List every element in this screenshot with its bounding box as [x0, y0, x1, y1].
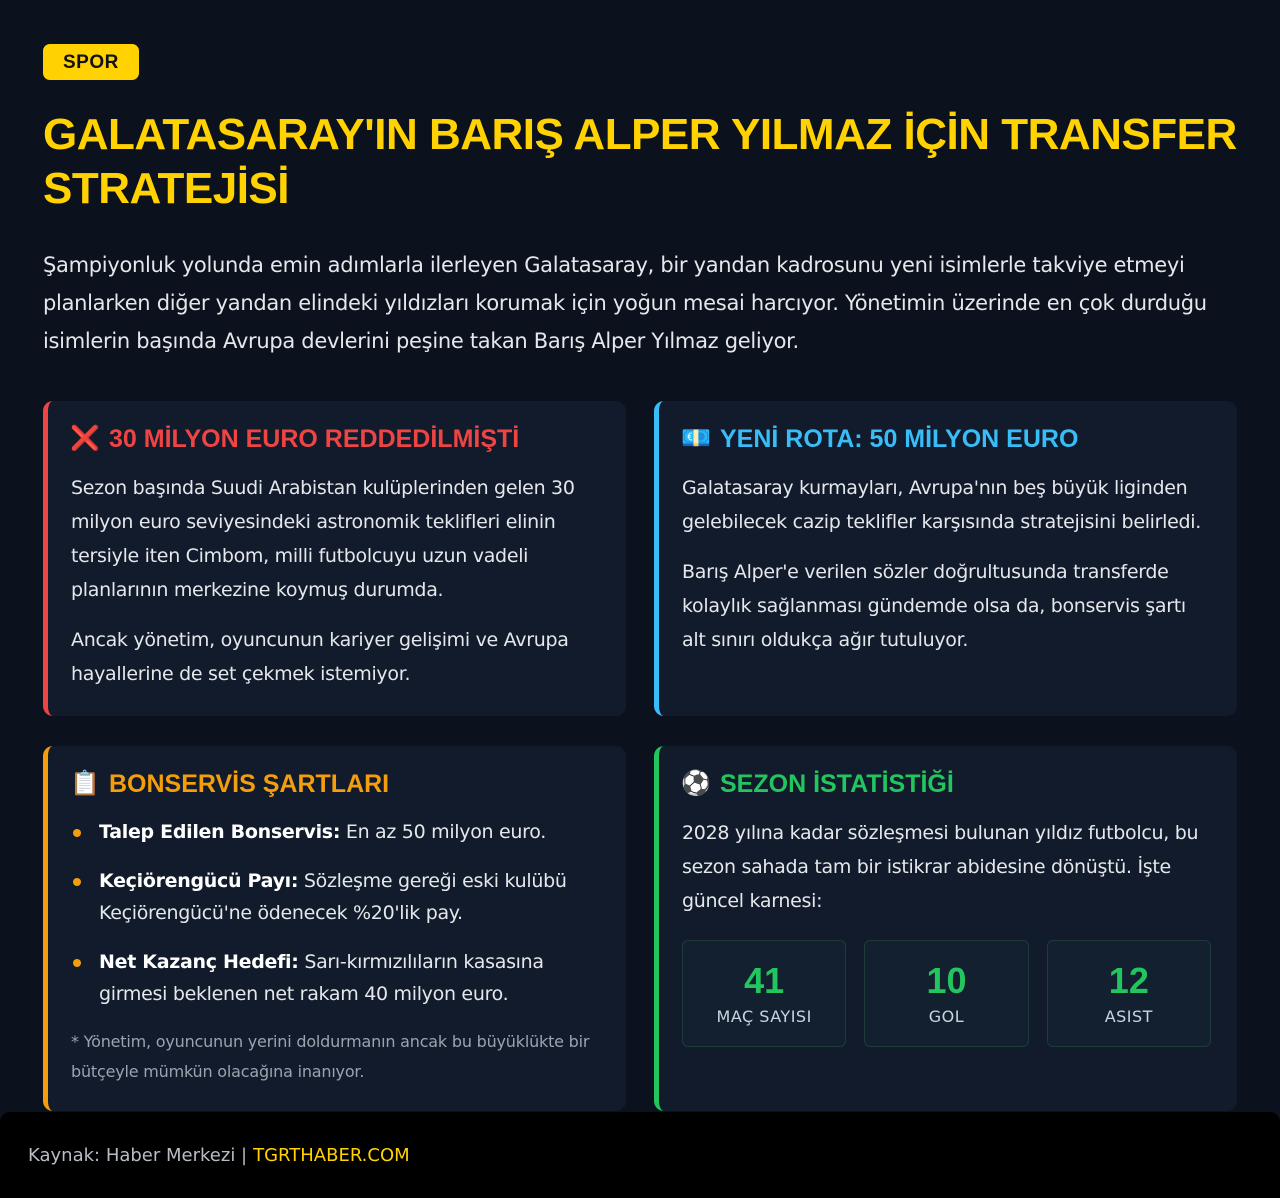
card-paragraph: Barış Alper'e verilen sözler doğrultusunda transferde kolaylık sağlanması gündemde olsa da, bonservis şartı alt sınırı oldukça ağır tutuluyor.: [682, 561, 1186, 651]
list-item: [71, 865, 600, 929]
card-rejected-offer: [43, 401, 626, 716]
item-text: En az 50 milyon euro.: [340, 821, 546, 843]
card-title-text: SEZON İSTATİSTİĞİ: [720, 770, 954, 798]
category-badge: SPOR: [43, 44, 139, 80]
stat-value: 41: [744, 960, 785, 1001]
intro-paragraph: Şampiyonluk yolunda emin adımlarla ilerleyen Galatasaray, bir yandan kadrosunu yeni isimlerle takviye etmeyi planlarken diğer yandan elindeki yıldızları korumak için yoğun mesai harcıyor. Yönetimin üzerinde en çok durduğu isimlerin başında Avrupa devlerini peşine takan Barış Alper Yılmaz geliyor.: [43, 253, 1207, 353]
card-title-text: BONSERVİS ŞARTLARI: [109, 770, 390, 798]
cross-mark-icon: ❌: [70, 425, 100, 452]
card-title-text: YENİ ROTA: 50 MİLYON EURO: [720, 425, 1079, 453]
card-title: [71, 768, 600, 800]
stats-row: [682, 940, 1211, 1047]
brand-link[interactable]: TGRTHABER.COM: [253, 1144, 410, 1166]
card-title: [682, 768, 1211, 800]
footer: [0, 1112, 1280, 1198]
list-item: [71, 816, 600, 848]
item-label: Keçiörengücü Payı:: [99, 870, 299, 892]
conditions-list: [71, 816, 600, 1010]
card-paragraph: Sezon başında Suudi Arabistan kulüplerinden gelen 30 milyon euro seviyesindeki astronomik teklifleri elinin tersiyle iten Cimbom, milli futbolcuyu uzun vadeli planlarının merkezine koymuş durumda.: [71, 477, 575, 601]
stat-label: MAÇ SAYISI: [716, 1007, 812, 1026]
card-season-stats: [654, 746, 1237, 1111]
card-paragraph: 2028 yılına kadar sözleşmesi bulunan yıldız futbolcu, bu sezon sahada tam bir istikrar abidesine dönüştü. İşte güncel karnesi:: [682, 822, 1199, 912]
item-text: Sözleşme gereği eski kulübü Keçiörengücü'ne ödenecek %20'lik pay.: [99, 870, 567, 924]
card-title: [71, 423, 600, 455]
soccer-ball-icon: ⚽: [681, 770, 711, 797]
card-paragraph: Ancak yönetim, oyuncunun kariyer gelişimi ve Avrupa hayallerine de set çekmek istemiyor.: [71, 629, 569, 685]
card-title: [682, 423, 1211, 455]
item-text: Sarı-kırmızılıların kasasına girmesi beklenen net rakam 40 milyon euro.: [99, 951, 544, 1005]
footnote: * Yönetim, oyuncunun yerini doldurmanın ancak bu büyüklükte bir bütçeyle mümkün olacağına inanıyor.: [71, 1032, 590, 1081]
stat-matches: [682, 940, 846, 1047]
stat-value: 12: [1108, 960, 1149, 1001]
item-label: Talep Edilen Bonservis:: [99, 821, 341, 843]
list-item: [71, 946, 600, 1010]
card-transfer-conditions: [43, 746, 626, 1111]
source-text: Kaynak: Haber Merkezi |: [28, 1144, 248, 1166]
stat-value: 10: [926, 960, 967, 1001]
article: [0, 0, 1280, 360]
card-new-route: [654, 401, 1237, 716]
stat-goals: [864, 940, 1028, 1047]
stat-label: GOL: [928, 1007, 965, 1026]
headline: GALATASARAY'IN BARIŞ ALPER YILMAZ İÇİN TRANSFER STRATEJİSİ: [43, 110, 1237, 213]
item-label: Net Kazanç Hedefi:: [99, 951, 299, 973]
card-title-text: 30 MİLYON EURO REDDEDİLMİŞTİ: [109, 425, 520, 453]
euro-banknote-icon: 💶: [681, 425, 711, 452]
card-paragraph: Galatasaray kurmayları, Avrupa'nın beş büyük liginden gelebilecek cazip teklifler karşısında stratejisini belirledi.: [682, 477, 1202, 533]
stat-assists: [1047, 940, 1211, 1047]
info-cards: [43, 401, 1237, 1111]
clipboard-icon: 📋: [70, 770, 100, 797]
stat-label: ASIST: [1104, 1007, 1153, 1026]
